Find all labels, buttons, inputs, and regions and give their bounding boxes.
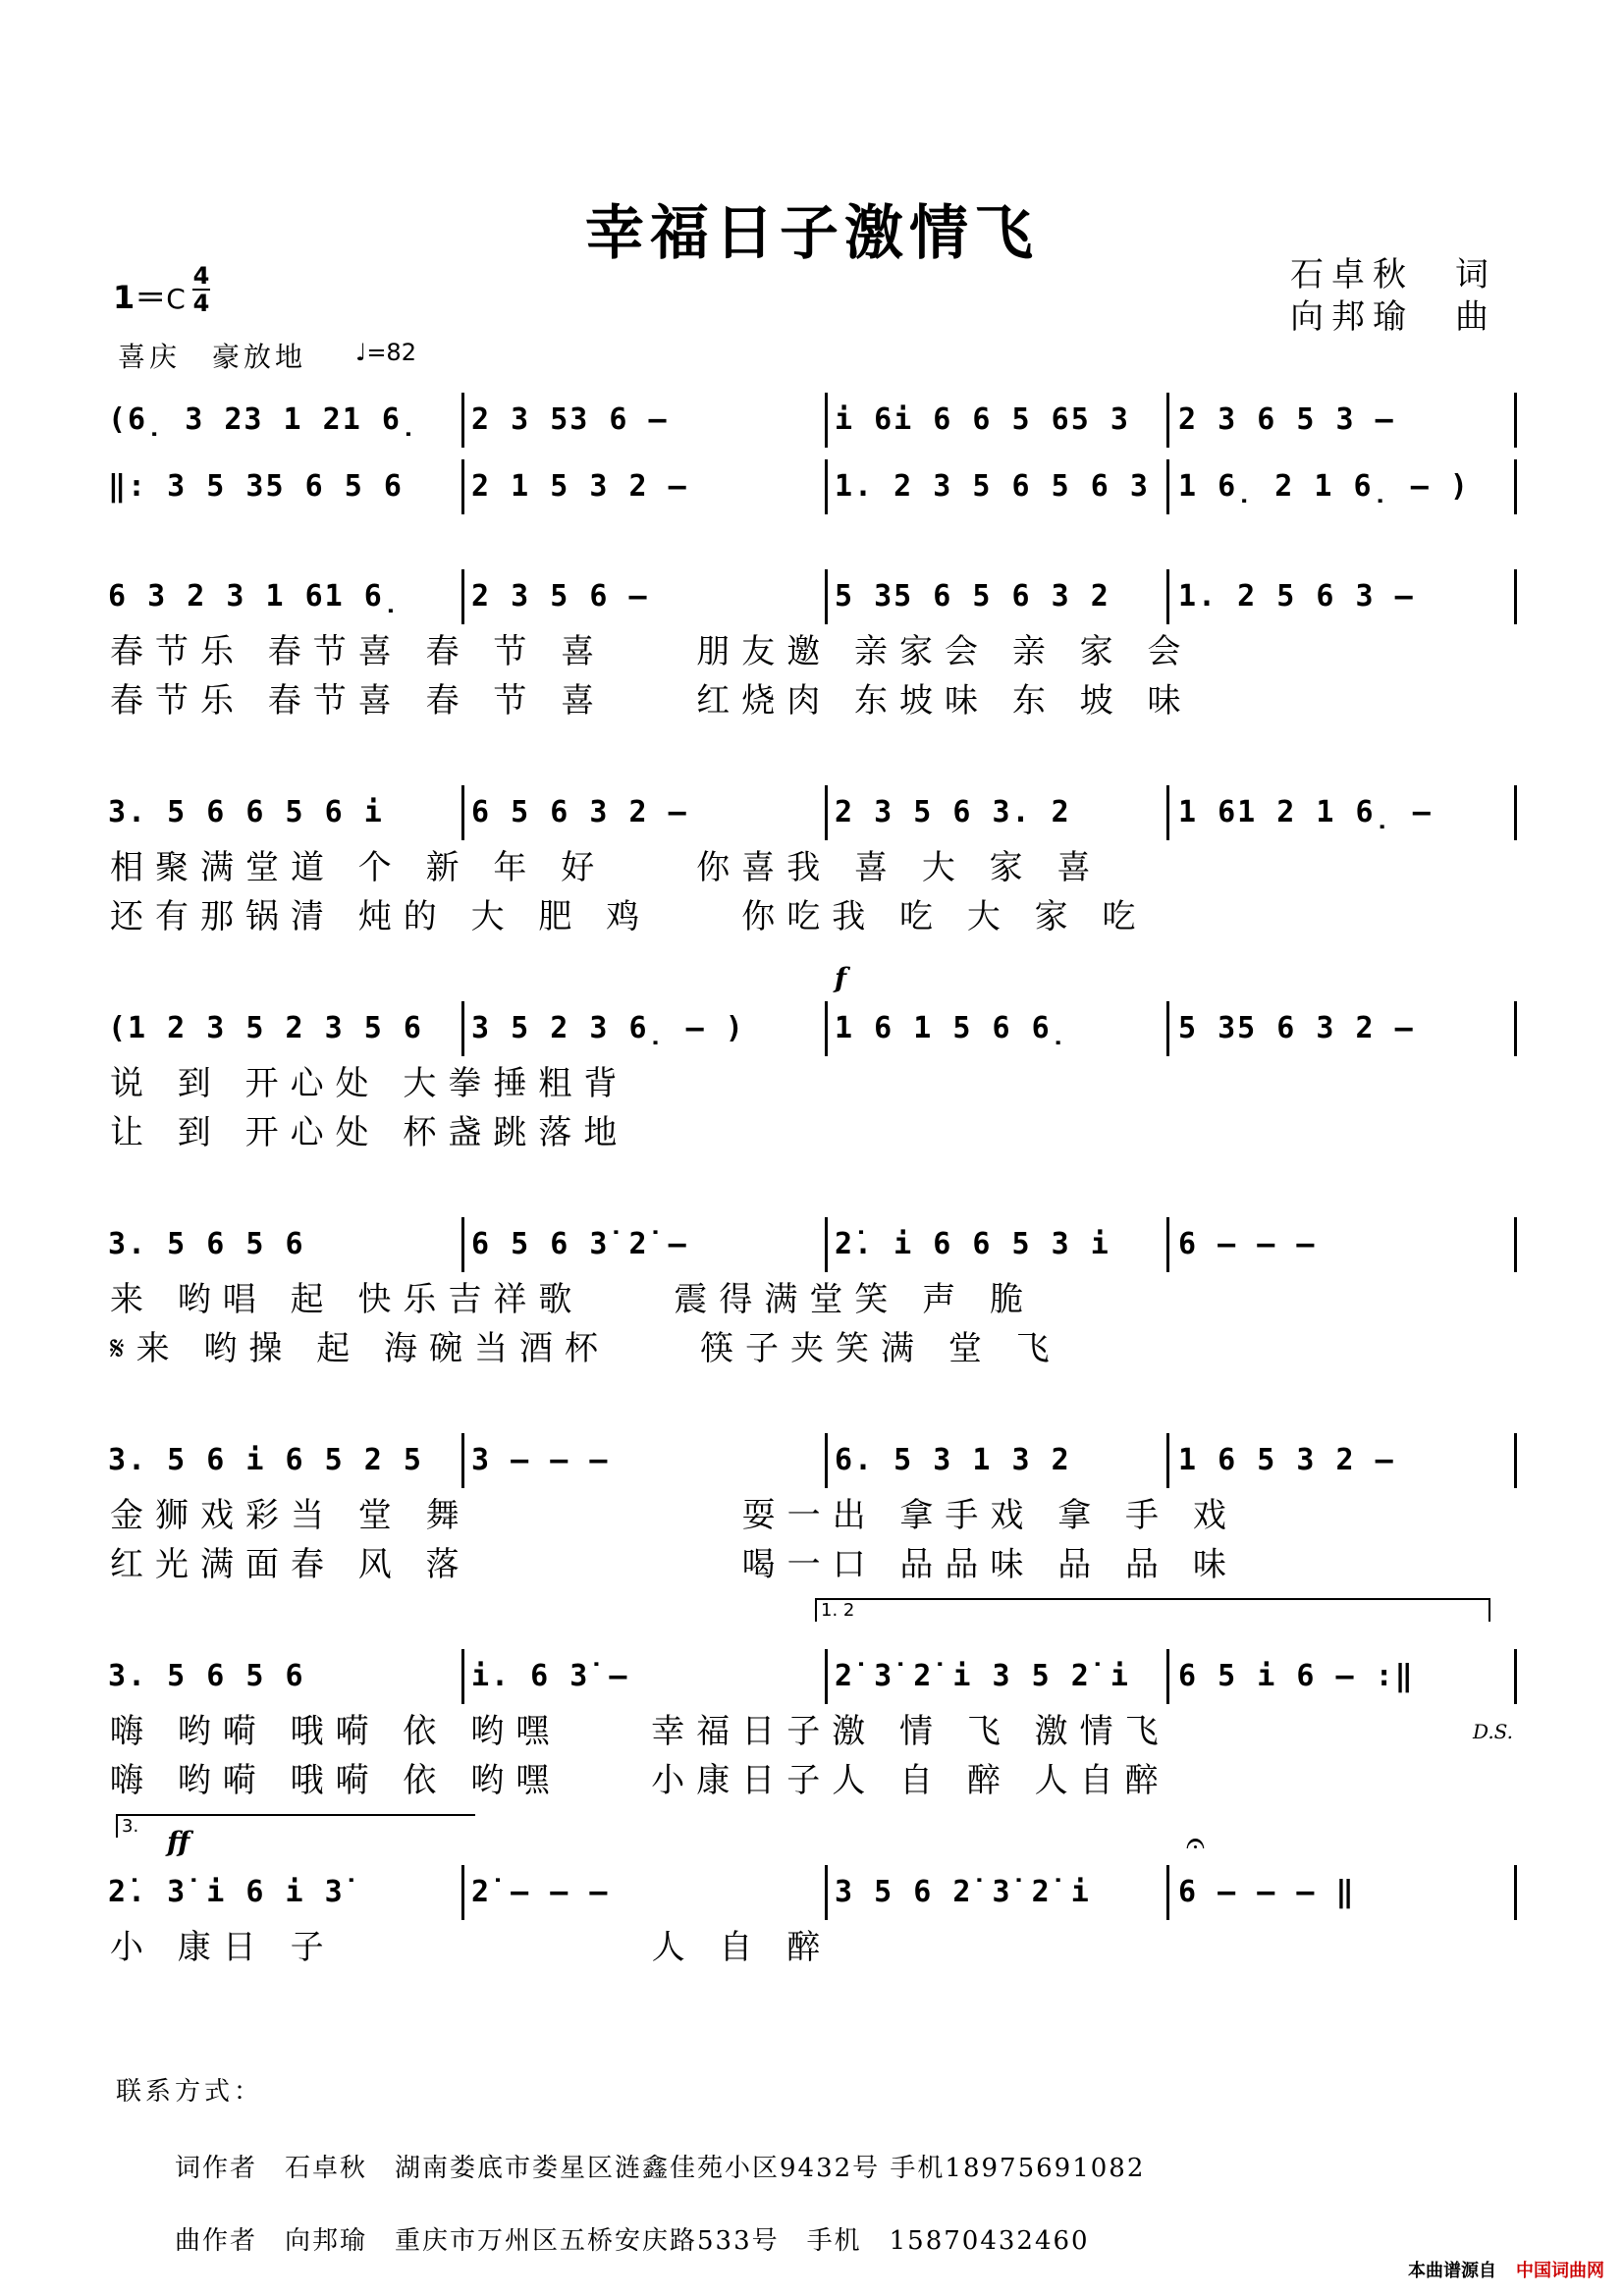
barline	[1166, 569, 1169, 624]
barline	[461, 1217, 464, 1272]
measure: 3. 5 6 6 5 6 i	[108, 795, 384, 829]
lyric-line: 红光满面春 风 落 喝一口 品品味 品 品 味	[110, 1545, 1238, 1584]
barline	[1514, 569, 1517, 624]
barline	[825, 1865, 828, 1920]
measure: 2̇ – – –	[471, 1875, 610, 1909]
notation-system	[108, 1649, 1522, 1708]
dal-segno-marking: D.S.	[1473, 1720, 1514, 1743]
barline	[1514, 1217, 1517, 1272]
notation-system	[108, 393, 1522, 452]
tempo-marking: 喜庆 豪放地	[118, 341, 307, 373]
volta-bracket: 3.	[116, 1814, 475, 1838]
lyric-line: 嗨 哟嗬 哦嗬 依 哟嘿 幸福日子激 情 飞 激情飞	[110, 1712, 1170, 1751]
measure: 2 1 5 3 2 –	[471, 469, 688, 504]
measure: 5 35 6 3 2 –	[1178, 1011, 1415, 1045]
barline	[461, 1649, 464, 1704]
notation-system	[108, 1865, 1522, 1924]
measure: 5 35 6 5 6 3 2	[835, 579, 1110, 614]
lyric-line: 嗨 哟嗬 哦嗬 依 哟嘿 小康日子人 自 醉 人自醉	[110, 1761, 1170, 1800]
composer-contact: 曲作者 向邦瑜 重庆市万州区五桥安庆路533号 手机 15870432460	[175, 2226, 1090, 2256]
barline	[1166, 1001, 1169, 1056]
barline	[461, 785, 464, 840]
barline	[1514, 1865, 1517, 1920]
barline	[1166, 393, 1169, 448]
barline	[825, 569, 828, 624]
lyric-line: 𝄋来 哟操 起 海碗当酒杯 筷子夹笑满 堂 飞	[110, 1329, 1061, 1368]
measure: 2̇. 3̇ i 6 i 3̇	[108, 1875, 345, 1909]
measure: 3. 5 6 i 6 5 2 5	[108, 1443, 423, 1477]
barline	[1514, 1649, 1517, 1704]
measure: 6 5 i 6 – :‖	[1178, 1659, 1415, 1693]
barline	[1166, 785, 1169, 840]
measure: 3 – – –	[471, 1443, 610, 1477]
measure: 6 5 6 3̇ 2̇ –	[471, 1227, 688, 1261]
barline	[461, 393, 464, 448]
lyric-line: 还有那锅清 炖的 大 肥 鸡 你吃我 吃 大 家 吃	[110, 897, 1148, 936]
volta-bracket: 1. 2	[815, 1598, 1490, 1622]
lyric-line: 春节乐 春节喜 春 节 喜 红烧肉 东坡味 东 坡 味	[110, 681, 1193, 721]
barline	[461, 1865, 464, 1920]
notation-system	[108, 1217, 1522, 1276]
barline	[461, 569, 464, 624]
measure: 3. 5 6 5 6	[108, 1659, 305, 1693]
lyric-line: 说 到 开心处 大拳捶粗背	[110, 1064, 629, 1103]
key-signature: 1＝C	[113, 279, 186, 316]
barline	[825, 1649, 828, 1704]
notation-system	[108, 1001, 1522, 1060]
barline	[1514, 459, 1517, 514]
site-label: 中国词曲网	[1516, 2261, 1604, 2281]
measure: 1 6 1 5 6 6̣	[835, 1011, 1069, 1045]
measure: 2̇ 3̇ 2̇ i 3 5 2̇ i	[835, 1659, 1130, 1693]
lyric-line: 相聚满堂道 个 新 年 好 你喜我 喜 大 家 喜	[110, 848, 1103, 887]
barline	[1166, 1217, 1169, 1272]
measure: 2 3 6 5 3 –	[1178, 402, 1395, 437]
barline	[825, 1001, 828, 1056]
measure: 1 61 2 1 6̣ –	[1178, 795, 1433, 829]
lyric-line: 春节乐 春节喜 春 节 喜 朋友邀 亲家会 亲 家 会	[110, 632, 1193, 671]
barline	[461, 459, 464, 514]
measure: 2 3 5 6 3. 2	[835, 795, 1071, 829]
measure: 2̇. i 6 6 5 3 i	[835, 1227, 1110, 1261]
dynamic-marking: f	[835, 962, 847, 994]
source-label: 本曲谱源自	[1408, 2261, 1496, 2281]
measure: 1 6̣ 2 1 6̣ – )	[1178, 469, 1470, 504]
lyric-line: 小 康日 子 人 自 醉	[110, 1928, 833, 1967]
fermata-icon: 𝄐	[1186, 1824, 1205, 1863]
barline	[1166, 1649, 1169, 1704]
barline	[1166, 459, 1169, 514]
measure: (1 2 3 5 2 3 5 6	[108, 1011, 423, 1045]
barline	[825, 459, 828, 514]
measure: i 6i 6 6 5 65 3	[835, 402, 1130, 437]
barline	[1166, 1433, 1169, 1488]
measure: 6 3 2 3 1 61 6̣	[108, 579, 402, 614]
barline	[1514, 1433, 1517, 1488]
measure: 6. 5 3 1 3 2	[835, 1443, 1071, 1477]
measure: ‖: 3 5 35 6 5 6	[108, 469, 404, 504]
measure: 2 3 5 6 –	[471, 579, 649, 614]
barline	[825, 785, 828, 840]
notation-system	[108, 1433, 1522, 1492]
barline	[461, 1001, 464, 1056]
measure: 2 3 53 6 –	[471, 402, 669, 437]
dynamic-marking: ff	[167, 1826, 190, 1858]
time-signature: 4 4	[192, 262, 210, 317]
bpm-marking: ♩=82	[355, 339, 416, 366]
barline	[1514, 785, 1517, 840]
measure: 6 5 6 3 2 –	[471, 795, 688, 829]
composer-credit: 向邦瑜 曲	[1290, 297, 1496, 337]
page-title: 幸福日子激情飞	[585, 199, 1039, 268]
barline	[1166, 1865, 1169, 1920]
measure: 1 6 5 3 2 –	[1178, 1443, 1395, 1477]
barline	[825, 393, 828, 448]
lyric-line: 金狮戏彩当 堂 舞 耍一出 拿手戏 拿 手 戏	[110, 1496, 1238, 1535]
lyricist-contact: 词作者 石卓秋 湖南娄底市娄星区涟鑫佳苑小区9432号 手机18975691082	[175, 2154, 1146, 2183]
measure: 1. 2 5 6 3 –	[1178, 579, 1415, 614]
barline	[1514, 1001, 1517, 1056]
contact-heading: 联系方式：	[116, 2077, 264, 2107]
barline	[825, 1433, 828, 1488]
barline	[1514, 393, 1517, 448]
measure: 3. 5 6 5 6	[108, 1227, 305, 1261]
measure: 6 – – –	[1178, 1227, 1317, 1261]
barline	[461, 1433, 464, 1488]
measure: 6 – – – ‖	[1178, 1875, 1356, 1909]
measure: i. 6 3̇ –	[471, 1659, 629, 1693]
lyricist-credit: 石卓秋 词	[1290, 255, 1496, 294]
measure: (6̣ 3 23 1 21 6̣	[108, 402, 419, 437]
measure: 3 5 2 3 6̣ – )	[471, 1011, 745, 1045]
lyric-line: 来 哟唱 起 快乐吉祥歌 震得满堂笑 声 脆	[110, 1280, 1036, 1319]
notation-system	[108, 785, 1522, 844]
notation-system	[108, 569, 1522, 628]
notation-system	[108, 459, 1522, 518]
measure: 1. 2 3 5 6 5 6 3	[835, 469, 1150, 504]
measure: 3 5 6 2̇ 3̇ 2̇ i	[835, 1875, 1091, 1909]
barline	[825, 1217, 828, 1272]
lyric-line: 让 到 开心处 杯盏跳落地	[110, 1113, 629, 1152]
